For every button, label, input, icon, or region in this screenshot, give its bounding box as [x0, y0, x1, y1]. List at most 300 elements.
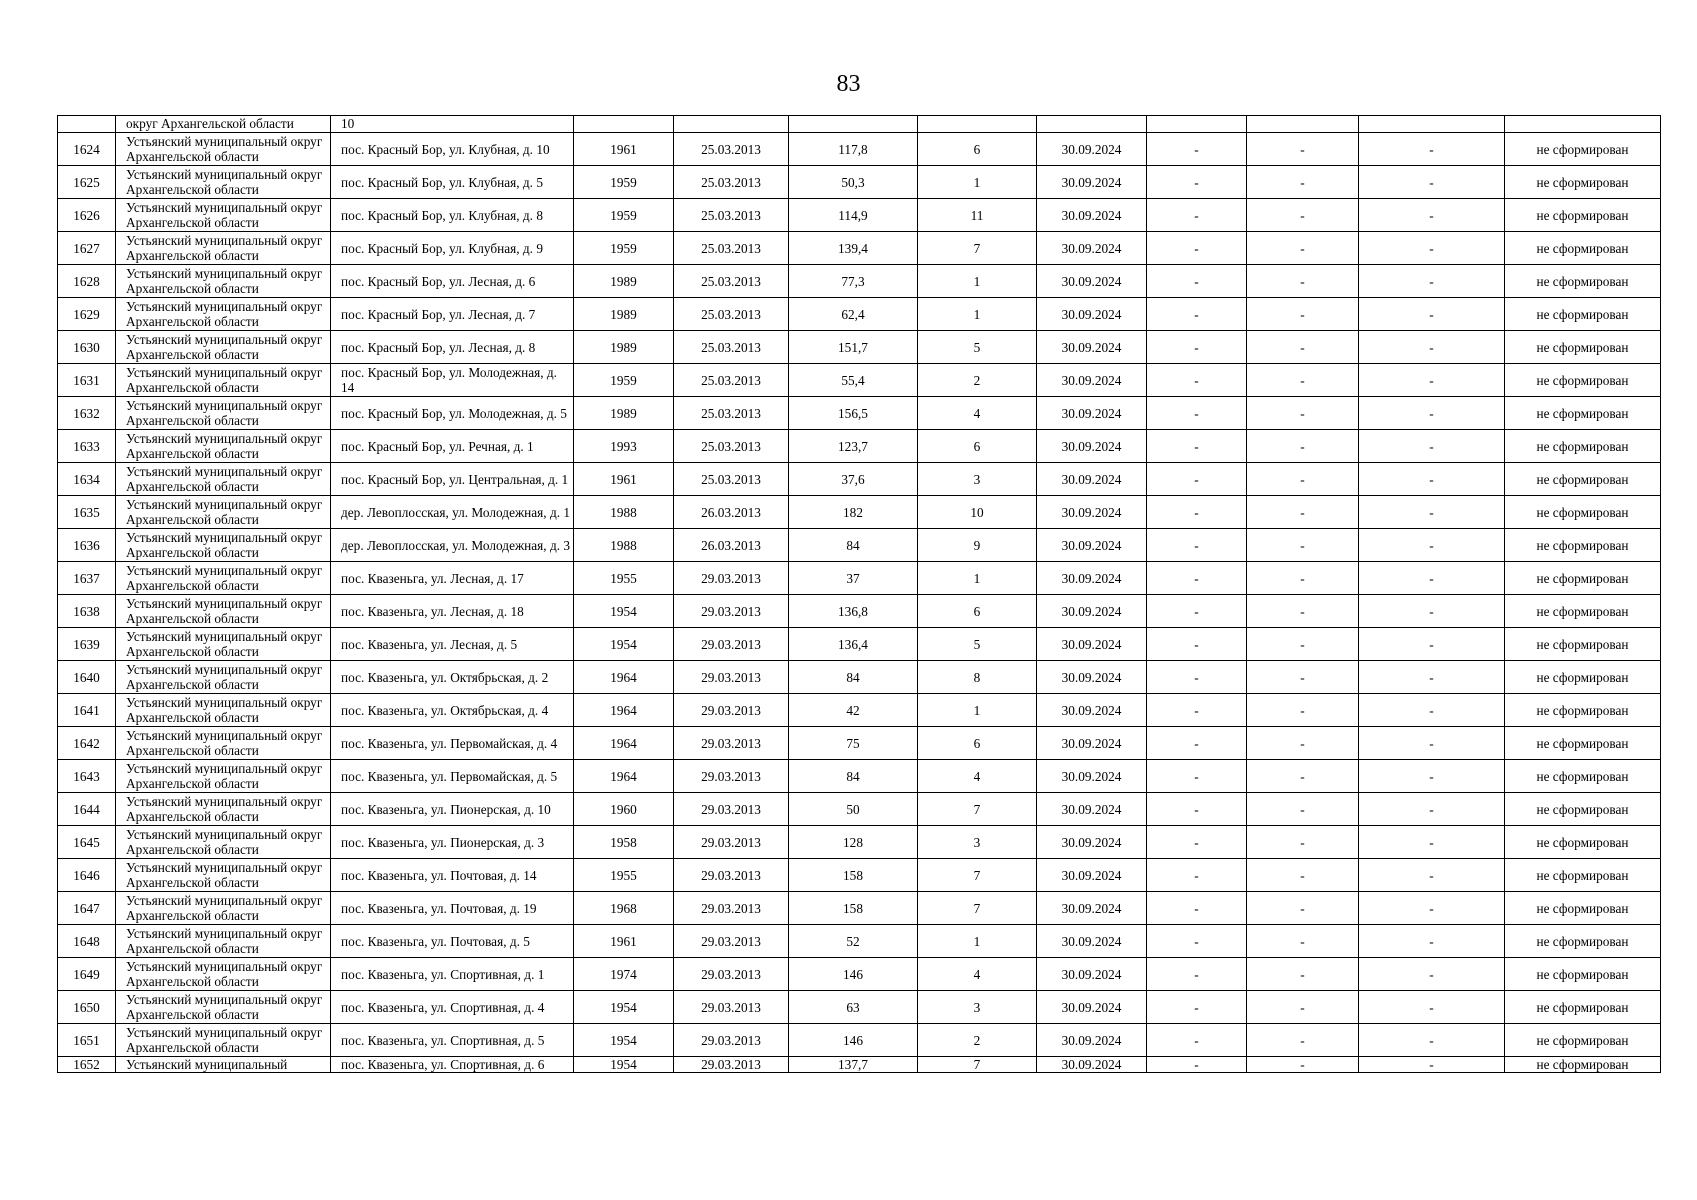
cell-num: 1634 [58, 463, 116, 496]
cell-col11: - [1247, 430, 1359, 463]
cell-date: 29.03.2013 [674, 661, 789, 694]
cell-year: 1960 [574, 793, 674, 826]
cell-deadline [1037, 116, 1147, 133]
cell-num: 1628 [58, 265, 116, 298]
cell-num: 1639 [58, 628, 116, 661]
cell-col12: - [1359, 892, 1505, 925]
cell-col10: - [1147, 199, 1247, 232]
cell-num: 1641 [58, 694, 116, 727]
cell-residents: 5 [918, 628, 1037, 661]
cell-status: не сформирован [1505, 826, 1661, 859]
cell-status: не сформирован [1505, 133, 1661, 166]
table-row [58, 892, 1661, 925]
table-row [58, 694, 1661, 727]
cell-col11: - [1247, 496, 1359, 529]
cell-col10: - [1147, 430, 1247, 463]
cell-col11: - [1247, 529, 1359, 562]
cell-area: 128 [789, 826, 918, 859]
cell-num: 1640 [58, 661, 116, 694]
cell-col11: - [1247, 232, 1359, 265]
cell-col11: - [1247, 133, 1359, 166]
cell-date: 29.03.2013 [674, 991, 789, 1024]
cell-num: 1647 [58, 892, 116, 925]
table-row [58, 760, 1661, 793]
cell-residents: 6 [918, 727, 1037, 760]
cell-residents: 4 [918, 760, 1037, 793]
cell-col12: - [1359, 826, 1505, 859]
table-row [58, 133, 1661, 166]
cell-year: 1964 [574, 694, 674, 727]
table-row [58, 628, 1661, 661]
cell-col10: - [1147, 892, 1247, 925]
cell-deadline: 30.09.2024 [1037, 166, 1147, 199]
cell-num: 1649 [58, 958, 116, 991]
cell-col11: - [1247, 595, 1359, 628]
cell-col10: - [1147, 298, 1247, 331]
cell-municipality: Устьянский муниципальный округ Архангельской области [116, 364, 331, 397]
cell-residents: 10 [918, 496, 1037, 529]
cell-year: 1964 [574, 727, 674, 760]
cell-year: 1959 [574, 232, 674, 265]
cell-residents: 6 [918, 595, 1037, 628]
cell-year: 1989 [574, 298, 674, 331]
cell-residents: 6 [918, 133, 1037, 166]
cell-address: пос. Квазеньга, ул. Пионерская, д. 3 [331, 826, 574, 859]
cell-col10: - [1147, 661, 1247, 694]
table-row [58, 529, 1661, 562]
cell-municipality: Устьянский муниципальный округ Архангельской области [116, 826, 331, 859]
cell-residents: 1 [918, 694, 1037, 727]
cell-date: 25.03.2013 [674, 298, 789, 331]
cell-year: 1989 [574, 265, 674, 298]
cell-col11: - [1247, 892, 1359, 925]
cell-area: 42 [789, 694, 918, 727]
cell-col12 [1359, 116, 1505, 133]
cell-address: пос. Красный Бор, ул. Речная, д. 1 [331, 430, 574, 463]
cell-col12: - [1359, 232, 1505, 265]
cell-residents: 1 [918, 265, 1037, 298]
cell-area: 123,7 [789, 430, 918, 463]
cell-year [574, 116, 674, 133]
cell-num: 1624 [58, 133, 116, 166]
table-row [58, 397, 1661, 430]
cell-date: 29.03.2013 [674, 793, 789, 826]
cell-col11: - [1247, 628, 1359, 661]
cell-address: пос. Квазеньга, ул. Почтовая, д. 14 [331, 859, 574, 892]
cell-deadline: 30.09.2024 [1037, 859, 1147, 892]
cell-col10: - [1147, 1024, 1247, 1057]
cell-residents: 2 [918, 1024, 1037, 1057]
cell-col10: - [1147, 595, 1247, 628]
cell-col11: - [1247, 859, 1359, 892]
cell-status: не сформирован [1505, 859, 1661, 892]
cell-col10: - [1147, 331, 1247, 364]
cell-municipality: Устьянский муниципальный округ Архангельской области [116, 694, 331, 727]
cell-col10: - [1147, 397, 1247, 430]
cell-col11: - [1247, 925, 1359, 958]
cell-date: 25.03.2013 [674, 265, 789, 298]
cell-area: 63 [789, 991, 918, 1024]
cell-municipality: Устьянский муниципальный округ Архангельской области [116, 793, 331, 826]
cell-col12: - [1359, 397, 1505, 430]
table-row [58, 1057, 1661, 1073]
cell-year: 1989 [574, 331, 674, 364]
cell-col11: - [1247, 331, 1359, 364]
cell-address: пос. Квазеньга, ул. Лесная, д. 18 [331, 595, 574, 628]
cell-address: пос. Красный Бор, ул. Клубная, д. 10 [331, 133, 574, 166]
cell-area: 52 [789, 925, 918, 958]
cell-col11: - [1247, 364, 1359, 397]
cell-col12: - [1359, 331, 1505, 364]
cell-col11: - [1247, 793, 1359, 826]
cell-area: 114,9 [789, 199, 918, 232]
cell-num: 1645 [58, 826, 116, 859]
cell-address: пос. Квазеньга, ул. Первомайская, д. 5 [331, 760, 574, 793]
cell-status: не сформирован [1505, 298, 1661, 331]
cell-deadline: 30.09.2024 [1037, 727, 1147, 760]
cell-area: 77,3 [789, 265, 918, 298]
cell-deadline: 30.09.2024 [1037, 793, 1147, 826]
cell-year: 1955 [574, 562, 674, 595]
cell-date: 29.03.2013 [674, 925, 789, 958]
cell-residents: 7 [918, 859, 1037, 892]
cell-col10: - [1147, 529, 1247, 562]
cell-col12: - [1359, 1024, 1505, 1057]
cell-col11: - [1247, 727, 1359, 760]
cell-col10: - [1147, 166, 1247, 199]
cell-municipality: Устьянский муниципальный округ Архангельской области [116, 331, 331, 364]
cell-date: 29.03.2013 [674, 1024, 789, 1057]
cell-col10: - [1147, 727, 1247, 760]
cell-status: не сформирован [1505, 397, 1661, 430]
cell-municipality: Устьянский муниципальный округ Архангельской области [116, 265, 331, 298]
cell-residents: 1 [918, 925, 1037, 958]
cell-status: не сформирован [1505, 529, 1661, 562]
cell-residents: 2 [918, 364, 1037, 397]
cell-address: пос. Красный Бор, ул. Лесная, д. 6 [331, 265, 574, 298]
cell-date: 25.03.2013 [674, 364, 789, 397]
cell-deadline: 30.09.2024 [1037, 1057, 1147, 1073]
cell-municipality: Устьянский муниципальный округ Архангельской области [116, 661, 331, 694]
cell-deadline: 30.09.2024 [1037, 265, 1147, 298]
table-row [58, 199, 1661, 232]
cell-num: 1635 [58, 496, 116, 529]
cell-residents: 7 [918, 793, 1037, 826]
cell-deadline: 30.09.2024 [1037, 628, 1147, 661]
cell-num: 1643 [58, 760, 116, 793]
cell-col12: - [1359, 727, 1505, 760]
cell-col10: - [1147, 232, 1247, 265]
cell-num: 1648 [58, 925, 116, 958]
cell-col10: - [1147, 133, 1247, 166]
cell-deadline: 30.09.2024 [1037, 694, 1147, 727]
cell-col10 [1147, 116, 1247, 133]
cell-year: 1988 [574, 496, 674, 529]
cell-area: 62,4 [789, 298, 918, 331]
cell-num: 1637 [58, 562, 116, 595]
cell-residents: 3 [918, 826, 1037, 859]
cell-area: 84 [789, 529, 918, 562]
cell-area: 136,8 [789, 595, 918, 628]
cell-status: не сформирован [1505, 199, 1661, 232]
cell-status: не сформирован [1505, 430, 1661, 463]
cell-col12: - [1359, 628, 1505, 661]
cell-address: пос. Квазеньга, ул. Лесная, д. 5 [331, 628, 574, 661]
cell-municipality: Устьянский муниципальный округ Архангельской области [116, 529, 331, 562]
cell-col12: - [1359, 793, 1505, 826]
cell-status: не сформирован [1505, 892, 1661, 925]
cell-deadline: 30.09.2024 [1037, 991, 1147, 1024]
housing-registry-table [57, 115, 1661, 1073]
cell-status: не сформирован [1505, 166, 1661, 199]
cell-residents: 3 [918, 991, 1037, 1024]
cell-date: 25.03.2013 [674, 331, 789, 364]
cell-municipality: Устьянский муниципальный округ Архангельской области [116, 232, 331, 265]
cell-deadline: 30.09.2024 [1037, 298, 1147, 331]
cell-num: 1633 [58, 430, 116, 463]
cell-status: не сформирован [1505, 1057, 1661, 1073]
cell-deadline: 30.09.2024 [1037, 133, 1147, 166]
cell-address: дер. Левоплосская, ул. Молодежная, д. 3 [331, 529, 574, 562]
cell-col10: - [1147, 826, 1247, 859]
cell-area: 158 [789, 892, 918, 925]
cell-status: не сформирован [1505, 727, 1661, 760]
cell-date: 29.03.2013 [674, 727, 789, 760]
table-row [58, 595, 1661, 628]
cell-municipality: Устьянский муниципальный округ Архангельской области [116, 397, 331, 430]
cell-address: пос. Красный Бор, ул. Клубная, д. 8 [331, 199, 574, 232]
cell-date: 25.03.2013 [674, 133, 789, 166]
cell-municipality: Устьянский муниципальный округ Архангельской области [116, 430, 331, 463]
cell-deadline: 30.09.2024 [1037, 529, 1147, 562]
cell-municipality: Устьянский муниципальный округ Архангельской области [116, 463, 331, 496]
cell-col11: - [1247, 166, 1359, 199]
cell-address: пос. Квазеньга, ул. Лесная, д. 17 [331, 562, 574, 595]
cell-col12: - [1359, 133, 1505, 166]
cell-status: не сформирован [1505, 496, 1661, 529]
cell-address: пос. Красный Бор, ул. Центральная, д. 1 [331, 463, 574, 496]
cell-col12: - [1359, 529, 1505, 562]
cell-col12: - [1359, 298, 1505, 331]
cell-deadline: 30.09.2024 [1037, 958, 1147, 991]
cell-col10: - [1147, 628, 1247, 661]
cell-status: не сформирован [1505, 793, 1661, 826]
cell-col12: - [1359, 859, 1505, 892]
cell-address: пос. Красный Бор, ул. Лесная, д. 8 [331, 331, 574, 364]
table-row [58, 661, 1661, 694]
cell-status [1505, 116, 1661, 133]
cell-municipality: Устьянский муниципальный округ Архангельской области [116, 562, 331, 595]
table-row [58, 727, 1661, 760]
cell-col10: - [1147, 463, 1247, 496]
cell-col10: - [1147, 496, 1247, 529]
cell-year: 1954 [574, 1057, 674, 1073]
cell-col10: - [1147, 1057, 1247, 1073]
cell-area: 84 [789, 661, 918, 694]
cell-deadline: 30.09.2024 [1037, 232, 1147, 265]
cell-status: не сформирован [1505, 958, 1661, 991]
cell-year: 1968 [574, 892, 674, 925]
cell-col10: - [1147, 562, 1247, 595]
cell-address: дер. Левоплосская, ул. Молодежная, д. 1 [331, 496, 574, 529]
cell-col12: - [1359, 760, 1505, 793]
cell-year: 1961 [574, 925, 674, 958]
cell-municipality: Устьянский муниципальный округ Архангельской области [116, 760, 331, 793]
cell-status: не сформирован [1505, 232, 1661, 265]
cell-area: 75 [789, 727, 918, 760]
cell-year: 1974 [574, 958, 674, 991]
cell-address: 10 [331, 116, 574, 133]
cell-municipality: Устьянский муниципальный округ Архангельской области [116, 925, 331, 958]
cell-address: пос. Красный Бор, ул. Молодежная, д. 5 [331, 397, 574, 430]
cell-num: 1650 [58, 991, 116, 1024]
cell-area: 50 [789, 793, 918, 826]
cell-col10: - [1147, 694, 1247, 727]
cell-area: 55,4 [789, 364, 918, 397]
cell-date: 25.03.2013 [674, 199, 789, 232]
cell-col11: - [1247, 265, 1359, 298]
cell-residents: 1 [918, 562, 1037, 595]
table-row [58, 232, 1661, 265]
cell-num: 1642 [58, 727, 116, 760]
cell-municipality: Устьянский муниципальный округ Архангельской области [116, 298, 331, 331]
cell-deadline: 30.09.2024 [1037, 595, 1147, 628]
cell-date: 26.03.2013 [674, 496, 789, 529]
cell-col12: - [1359, 694, 1505, 727]
cell-col11: - [1247, 1024, 1359, 1057]
cell-col12: - [1359, 265, 1505, 298]
table-row [58, 958, 1661, 991]
cell-col10: - [1147, 991, 1247, 1024]
cell-col10: - [1147, 958, 1247, 991]
cell-address: пос. Красный Бор, ул. Клубная, д. 9 [331, 232, 574, 265]
cell-year: 1954 [574, 628, 674, 661]
table-row [58, 364, 1661, 397]
cell-date: 29.03.2013 [674, 958, 789, 991]
cell-area: 158 [789, 859, 918, 892]
cell-col12: - [1359, 925, 1505, 958]
cell-date: 25.03.2013 [674, 232, 789, 265]
cell-date: 29.03.2013 [674, 826, 789, 859]
cell-status: не сформирован [1505, 562, 1661, 595]
table-row [58, 826, 1661, 859]
cell-deadline: 30.09.2024 [1037, 199, 1147, 232]
cell-residents: 7 [918, 232, 1037, 265]
cell-col10: - [1147, 265, 1247, 298]
cell-num [58, 116, 116, 133]
cell-date: 26.03.2013 [674, 529, 789, 562]
table-row [58, 793, 1661, 826]
table-row [58, 1024, 1661, 1057]
cell-col10: - [1147, 760, 1247, 793]
cell-status: не сформирован [1505, 463, 1661, 496]
cell-date: 29.03.2013 [674, 562, 789, 595]
cell-municipality: Устьянский муниципальный округ Архангельской области [116, 166, 331, 199]
cell-municipality: Устьянский муниципальный округ Архангельской области [116, 628, 331, 661]
cell-area: 137,7 [789, 1057, 918, 1073]
cell-col11: - [1247, 694, 1359, 727]
cell-residents: 1 [918, 298, 1037, 331]
table-row [58, 496, 1661, 529]
cell-address: пос. Квазеньга, ул. Октябрьская, д. 4 [331, 694, 574, 727]
cell-num: 1625 [58, 166, 116, 199]
cell-col11: - [1247, 661, 1359, 694]
cell-area: 156,5 [789, 397, 918, 430]
cell-address: пос. Квазеньга, ул. Первомайская, д. 4 [331, 727, 574, 760]
cell-year: 1993 [574, 430, 674, 463]
cell-col12: - [1359, 595, 1505, 628]
cell-year: 1989 [574, 397, 674, 430]
cell-date: 29.03.2013 [674, 595, 789, 628]
table-row [58, 265, 1661, 298]
table-row [58, 430, 1661, 463]
cell-deadline: 30.09.2024 [1037, 331, 1147, 364]
cell-status: не сформирован [1505, 1024, 1661, 1057]
cell-municipality: Устьянский муниципальный округ Архангельской области [116, 595, 331, 628]
cell-col12: - [1359, 166, 1505, 199]
cell-area: 182 [789, 496, 918, 529]
cell-area: 136,4 [789, 628, 918, 661]
cell-num: 1646 [58, 859, 116, 892]
cell-deadline: 30.09.2024 [1037, 562, 1147, 595]
cell-num: 1630 [58, 331, 116, 364]
cell-col11: - [1247, 826, 1359, 859]
cell-deadline: 30.09.2024 [1037, 826, 1147, 859]
cell-col12: - [1359, 364, 1505, 397]
cell-residents: 6 [918, 430, 1037, 463]
cell-status: не сформирован [1505, 694, 1661, 727]
cell-status: не сформирован [1505, 991, 1661, 1024]
cell-year: 1964 [574, 661, 674, 694]
cell-col12: - [1359, 991, 1505, 1024]
cell-col12: - [1359, 958, 1505, 991]
cell-year: 1958 [574, 826, 674, 859]
cell-num: 1627 [58, 232, 116, 265]
cell-year: 1959 [574, 199, 674, 232]
table-row [58, 298, 1661, 331]
cell-year: 1954 [574, 991, 674, 1024]
cell-address: пос. Квазеньга, ул. Спортивная, д. 5 [331, 1024, 574, 1057]
cell-municipality: Устьянский муниципальный округ Архангельской области [116, 859, 331, 892]
cell-residents: 5 [918, 331, 1037, 364]
cell-residents: 7 [918, 1057, 1037, 1073]
cell-num: 1631 [58, 364, 116, 397]
table-row [58, 991, 1661, 1024]
cell-deadline: 30.09.2024 [1037, 661, 1147, 694]
cell-address: пос. Квазеньга, ул. Спортивная, д. 4 [331, 991, 574, 1024]
continuation-row [58, 116, 1661, 133]
cell-date: 29.03.2013 [674, 694, 789, 727]
cell-status: не сформирован [1505, 760, 1661, 793]
cell-deadline: 30.09.2024 [1037, 1024, 1147, 1057]
cell-num: 1636 [58, 529, 116, 562]
cell-address: пос. Красный Бор, ул. Молодежная, д. 14 [331, 364, 574, 397]
cell-col12: - [1359, 496, 1505, 529]
cell-num: 1626 [58, 199, 116, 232]
cell-municipality: округ Архангельской области [116, 116, 331, 133]
cell-residents: 9 [918, 529, 1037, 562]
table-row [58, 166, 1661, 199]
cell-address: пос. Красный Бор, ул. Лесная, д. 7 [331, 298, 574, 331]
cell-deadline: 30.09.2024 [1037, 463, 1147, 496]
cell-residents: 7 [918, 892, 1037, 925]
cell-status: не сформирован [1505, 595, 1661, 628]
cell-col11 [1247, 116, 1359, 133]
cell-municipality: Устьянский муниципальный округ Архангельской области [116, 727, 331, 760]
cell-area: 37 [789, 562, 918, 595]
cell-col10: - [1147, 364, 1247, 397]
cell-residents: 4 [918, 397, 1037, 430]
